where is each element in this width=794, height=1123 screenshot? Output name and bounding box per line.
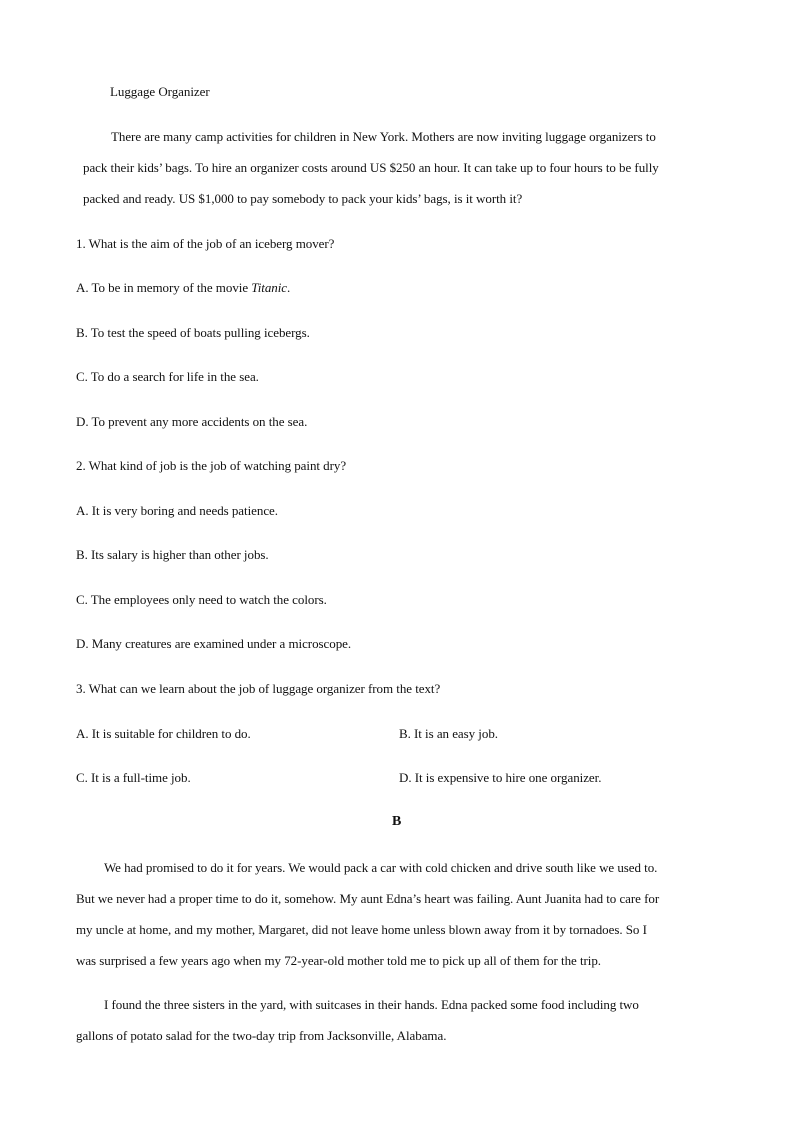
option-b: B. Its salary is higher than other jobs. [76, 547, 269, 562]
option-a [76, 280, 290, 296]
option-b: B. It is an easy job. [399, 726, 498, 741]
option-d: D. Many creatures are examined under a microscope. [76, 636, 352, 651]
paragraph-line: I found the three sisters in the yard, with suitcases in their hands. Edna packed some food including two [104, 997, 639, 1012]
paragraph-line: my uncle at home, and my mother, Margaret, did not leave home unless blown away from it by tornadoes. So I [76, 922, 647, 937]
option-a: A. It is suitable for children to do. [76, 726, 251, 741]
option-d: D. It is expensive to hire one organizer. [399, 770, 602, 785]
option-text: A. To be in memory of the movie [76, 280, 252, 295]
passage-line: There are many camp activities for children in New York. Mothers are now inviting luggage organizers to [111, 129, 656, 144]
question-stem: 2. What kind of job is the job of watching paint dry? [76, 458, 347, 473]
option-c: C. The employees only need to watch the colors. [76, 592, 327, 607]
option-text: . [287, 280, 291, 295]
paragraph-line: But we never had a proper time to do it, somehow. My aunt Edna’s heart was failing. Aunt Juanita had to care for [76, 891, 660, 906]
option-b: B. To test the speed of boats pulling icebergs. [76, 325, 310, 340]
question-stem: 1. What is the aim of the job of an iceberg mover? [76, 236, 335, 251]
paragraph-line: gallons of potato salad for the two-day trip from Jacksonville, Alabama. [76, 1028, 447, 1043]
question-stem: 3. What can we learn about the job of luggage organizer from the text? [76, 681, 441, 696]
passage-line: pack their kids’ bags. To hire an organizer costs around US $250 an hour. It can take up to four hours to be fully [83, 160, 659, 175]
movie-title: Titanic [251, 280, 288, 295]
section-heading: B [392, 814, 402, 829]
paragraph-line: was surprised a few years ago when my 72-year-old mother told me to pick up all of them for the trip. [76, 953, 602, 968]
option-c: C. To do a search for life in the sea. [76, 369, 259, 384]
paragraph-line: We had promised to do it for years. We would pack a car with cold chicken and drive south like we used to. [104, 860, 658, 875]
passage-line: packed and ready. US $1,000 to pay somebody to pack your kids’ bags, is it worth it? [83, 191, 523, 206]
option-c: C. It is a full-time job. [76, 770, 191, 785]
option-a: A. It is very boring and needs patience. [76, 503, 278, 518]
option-d: D. To prevent any more accidents on the sea. [76, 414, 308, 429]
passage-title: Luggage Organizer [110, 84, 210, 99]
